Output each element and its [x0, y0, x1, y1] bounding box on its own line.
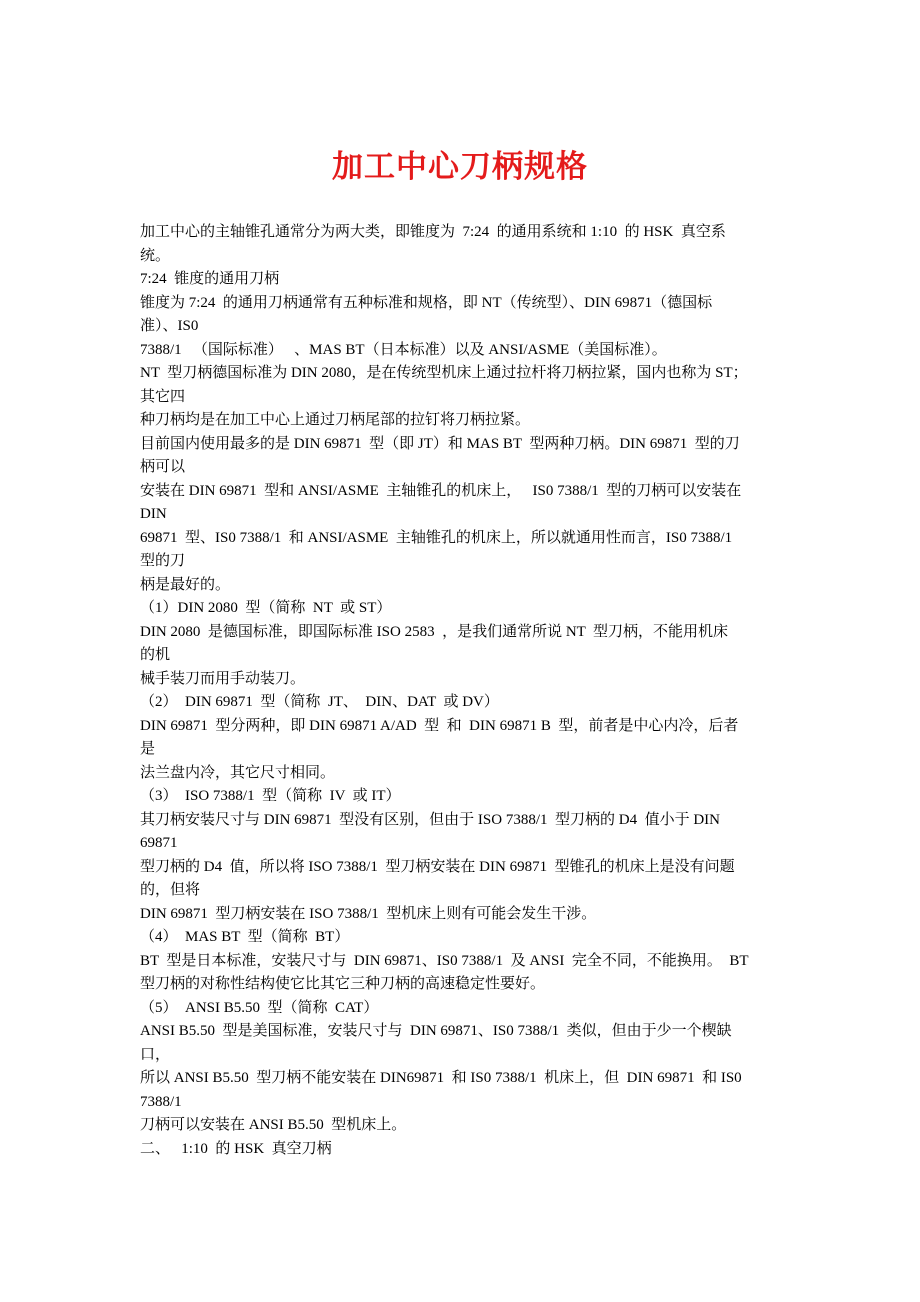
- body-text-line: 锥度为 7:24 的通用刀柄通常有五种标准和规格，即 NT（传统型）、DIN 69871（德国标: [140, 294, 713, 311]
- body-text-line: 统。: [140, 247, 171, 264]
- body-text-line: NT 型刀柄德国标准为 DIN 2080，是在传统型机床上通过拉杆将刀柄拉紧，国内也称为 ST；: [140, 365, 748, 381]
- body-text-line: 的机: [140, 647, 171, 663]
- body-text-line: 型刀柄的 D4 值，所以将 ISO 7388/1 型刀柄安装在 DIN 69871 型锥孔的机床上是没有问题: [140, 858, 735, 875]
- body-text-line: 型刀柄的对称性结构使它比其它三种刀柄的高速稳定性要好。: [140, 976, 546, 992]
- body-text-line: DIN 69871 型分两种，即 DIN 69871 A/AD 型 和 DIN 69871 B 型，前者是中心内冷，后者: [140, 717, 739, 734]
- body-text-line: 目前国内使用最多的是 DIN 69871 型（即 JT）和 MAS BT 型两种刀柄。DIN 69871 型的刀: [140, 435, 740, 452]
- body-text-line: 安装在 DIN 69871 型和 ANSI/ASME 主轴锥孔的机床上， IS0 7388/1 型的刀柄可以安装在: [140, 482, 742, 499]
- body-text-line: 其刀柄安装尺寸与 DIN 69871 型没有区别，但由于 ISO 7388/1 型刀柄的 D4 值小于 DIN: [140, 811, 720, 828]
- body-text-line: （1）DIN 2080 型（简称 NT 或 ST）: [140, 600, 392, 616]
- body-text-line: 7388/1: [140, 1093, 182, 1110]
- body-text-line: 69871: [140, 835, 178, 851]
- body-text-line: DIN 2080 是德国标准，即国际标准 ISO 2583 ，是我们通常所说 NT 型刀柄，不能用机床: [140, 623, 729, 640]
- body-text-line: 所以 ANSI B5.50 型刀柄不能安装在 DIN69871 和 IS0 7388/1 机床上，但 DIN 69871 和 IS0: [140, 1070, 742, 1086]
- body-text-line: 械手装刀而用手动装刀。: [140, 670, 306, 687]
- body-text-line: DIN 69871 型刀柄安装在 ISO 7388/1 型机床上则有可能会发生干涉。: [140, 905, 597, 922]
- body-text-line: 二、 1:10 的 HSK 真空刀柄: [140, 1140, 332, 1157]
- body-text-line: 柄可以: [140, 459, 186, 475]
- body-text-line: 其它四: [140, 388, 186, 405]
- body-text-line: （4） MAS BT 型（简称 BT）: [140, 929, 350, 945]
- body-text-line: 柄是最好的。: [140, 576, 231, 593]
- body-text-line: 准）、IS0: [140, 318, 199, 334]
- body-text-line: （2） DIN 69871 型（简称 JT、 DIN、DAT 或 DV）: [140, 694, 499, 710]
- body-text-line: 口，: [140, 1046, 171, 1063]
- document-body: [140, 221, 800, 1161]
- body-text-line: 是: [140, 741, 156, 757]
- body-text-line: ANSI B5.50 型是美国标准，安装尺寸与 DIN 69871、IS0 7388/1 类似，但由于少一个楔缺: [140, 1023, 732, 1039]
- body-text-line: 种刀柄均是在加工中心上通过刀柄尾部的拉钉将刀柄拉紧。: [140, 412, 531, 428]
- body-text-line: 刀柄可以安装在 ANSI B5.50 型机床上。: [140, 1117, 407, 1133]
- body-text-line: 法兰盘内冷，其它尺寸相同。: [140, 764, 336, 781]
- body-text-line: DIN: [140, 506, 167, 522]
- document-title: 加工中心刀柄规格: [332, 149, 588, 185]
- body-text-line: 69871 型、IS0 7388/1 和 ANSI/ASME 主轴锥孔的机床上，所以就通用性而言，IS0 7388/1: [140, 529, 733, 546]
- body-text-line: 的，但将: [140, 882, 201, 898]
- body-text-line: 型的刀: [140, 553, 186, 569]
- body-text-line: （3） ISO 7388/1 型（简称 IV 或 IT）: [140, 788, 401, 804]
- body-text-line: 加工中心的主轴锥孔通常分为两大类，即锥度为 7:24 的通用系统和 1:10 的 HSK 真空系: [140, 224, 726, 240]
- body-text-line: BT 型是日本标准，安装尺寸与 DIN 69871、IS0 7388/1 及 ANSI 完全不同，不能换用。 BT: [140, 952, 749, 969]
- body-text-line: （5） ANSI B5.50 型（简称 CAT）: [140, 999, 379, 1016]
- body-text-line: 7388/1 （国际标准） 、MAS BT（日本标准）以及 ANSI/ASME（美国标准）。: [140, 341, 667, 358]
- body-text-line: 7:24 锥度的通用刀柄: [140, 271, 280, 287]
